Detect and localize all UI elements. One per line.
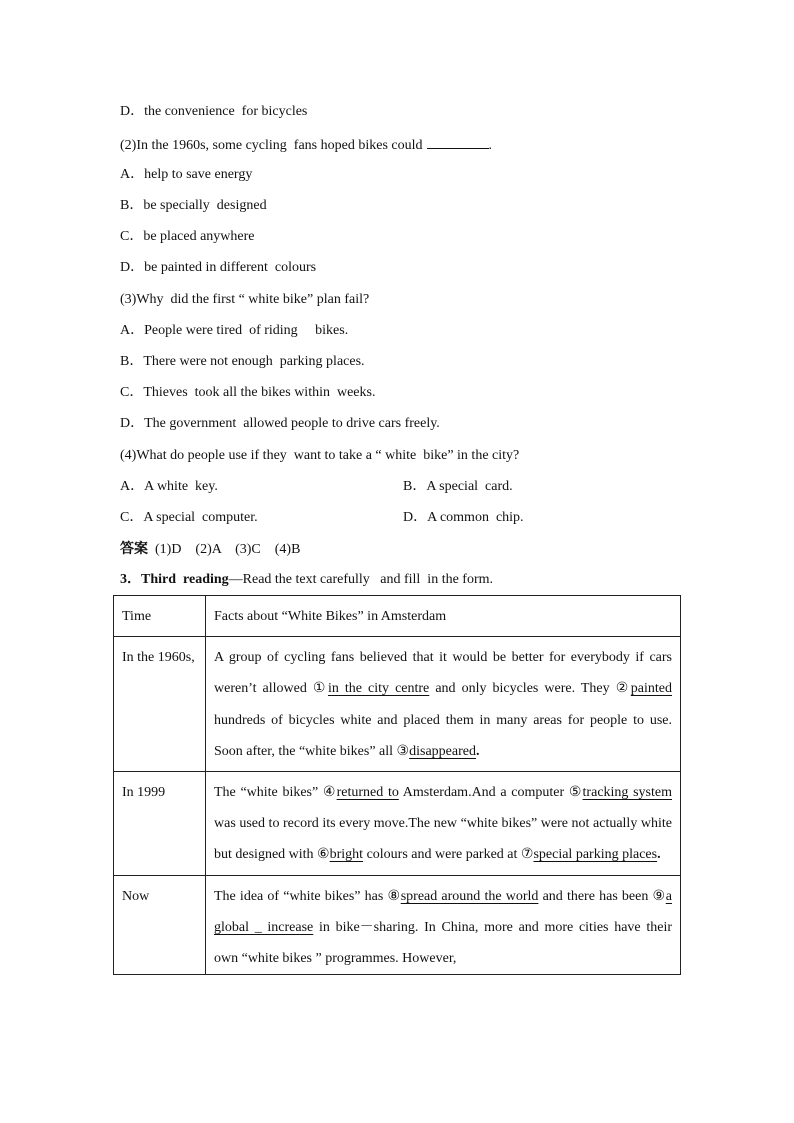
q4-stem: (4)What do people use if they want to take a “ white bike” in the city? <box>120 448 520 463</box>
row2-text-3: was used to record its every move.The new “white bikes” were not actually white but designed with <box>214 816 672 863</box>
facts-table <box>113 595 681 975</box>
blank-number-4: ④ <box>322 784 337 801</box>
blank-number-7: ⑦ <box>520 846 534 863</box>
row1-text-1: A group of cycling fans believed that it would be better for everybody if cars weren’t allowed <box>214 650 672 697</box>
row1-time: In the 1960s, <box>114 637 206 772</box>
q3-option-b: B．There were not enough parking places. <box>120 354 365 369</box>
answer-1: in the city centre <box>327 681 430 697</box>
blank-number-3: ③ <box>396 742 410 759</box>
row1-text-4: . <box>475 743 480 759</box>
answer-key-label: 答案 <box>120 541 148 557</box>
blank-number-6: ⑥ <box>317 846 330 863</box>
row2-time: In 1999 <box>114 772 206 876</box>
row3-time: Now <box>114 875 206 975</box>
blank-number-1: ① <box>312 680 328 697</box>
q2-answer-blank <box>427 134 489 149</box>
row2-text-1: The “white bikes” <box>214 785 323 801</box>
blank-number-8: ⑧ <box>387 887 401 904</box>
section3-title: 3．Third reading <box>120 572 229 587</box>
answer-9: a global _ increase <box>214 888 672 935</box>
q3-option-c: C．Thieves took all the bikes within weeks. <box>120 385 376 400</box>
blank-number-9: ⑨ <box>652 887 666 904</box>
table-row-1960s <box>114 637 681 772</box>
section3-heading <box>120 570 493 590</box>
answer-key-text: (1)D (2)A (3)C (4)B <box>148 542 301 557</box>
answer-4: returned to <box>336 785 399 801</box>
row1-facts <box>206 637 681 772</box>
row1-text-2: and only bicycles were. They <box>429 681 616 697</box>
q2-option-c: C．be placed anywhere <box>120 229 255 244</box>
answer-3: disappeared <box>409 743 476 759</box>
answer-7: special parking places <box>533 847 658 863</box>
row3-facts <box>206 875 681 975</box>
row2-text-2: Amsterdam.And a computer <box>398 785 569 801</box>
q2-stem <box>120 134 492 156</box>
answer-key <box>120 539 300 560</box>
section3-instruction: —Read the text carefully and fill in the form. <box>228 572 494 587</box>
row3-text-2: and there has been <box>538 888 653 904</box>
q3-option-d: D．The government allowed people to drive cars freely. <box>120 416 440 431</box>
q3-option-a: A．People were tired of riding bikes. <box>120 323 349 338</box>
q4-option-b: B．A special card. <box>403 479 513 494</box>
q3-stem: (3)Why did the first “ white bike” plan fail? <box>120 292 370 307</box>
q2-stem-text: (2)In the 1960s, some cycling fans hoped bikes could <box>120 138 423 153</box>
q2-stem-end: . <box>488 138 492 153</box>
table-header-row <box>114 596 681 637</box>
answer-6: bright <box>329 847 364 863</box>
table-row-now <box>114 875 681 975</box>
table-row-1999 <box>114 772 681 876</box>
header-time: Time <box>114 596 206 637</box>
q4-option-a: A．A white key. <box>120 479 218 494</box>
q4-option-d: D．A common chip. <box>403 510 524 525</box>
q2-option-a: A．help to save energy <box>120 167 253 182</box>
header-facts: Facts about “White Bikes” in Amsterdam <box>206 596 681 637</box>
q4-option-c: C．A special computer. <box>120 510 258 525</box>
answer-2: painted <box>630 681 672 697</box>
answer-8: spread around the world <box>400 888 539 904</box>
blank-number-2: ② <box>615 680 631 697</box>
answer-5: tracking system <box>582 785 672 801</box>
row3-text-3: in bike－sharing. In China, more and more cities have their own “white bikes ” programmes. However, <box>214 919 672 967</box>
blank-number-5: ⑤ <box>568 784 583 801</box>
row2-facts <box>206 772 681 876</box>
q1-option-d: D．the convenience for bicycles <box>120 104 308 119</box>
row3-text-1: The idea of “white bikes” has <box>214 888 388 904</box>
q2-option-b: B．be specially designed <box>120 198 267 213</box>
row2-text-4: colours and were parked at <box>363 847 521 863</box>
row2-text-5: . <box>657 847 661 863</box>
row1-text-3: hundreds of bicycles white and placed them in many areas for people to use. Soon after, the “white bikes” all <box>214 712 672 759</box>
q2-option-d: D．be painted in different colours <box>120 260 317 275</box>
